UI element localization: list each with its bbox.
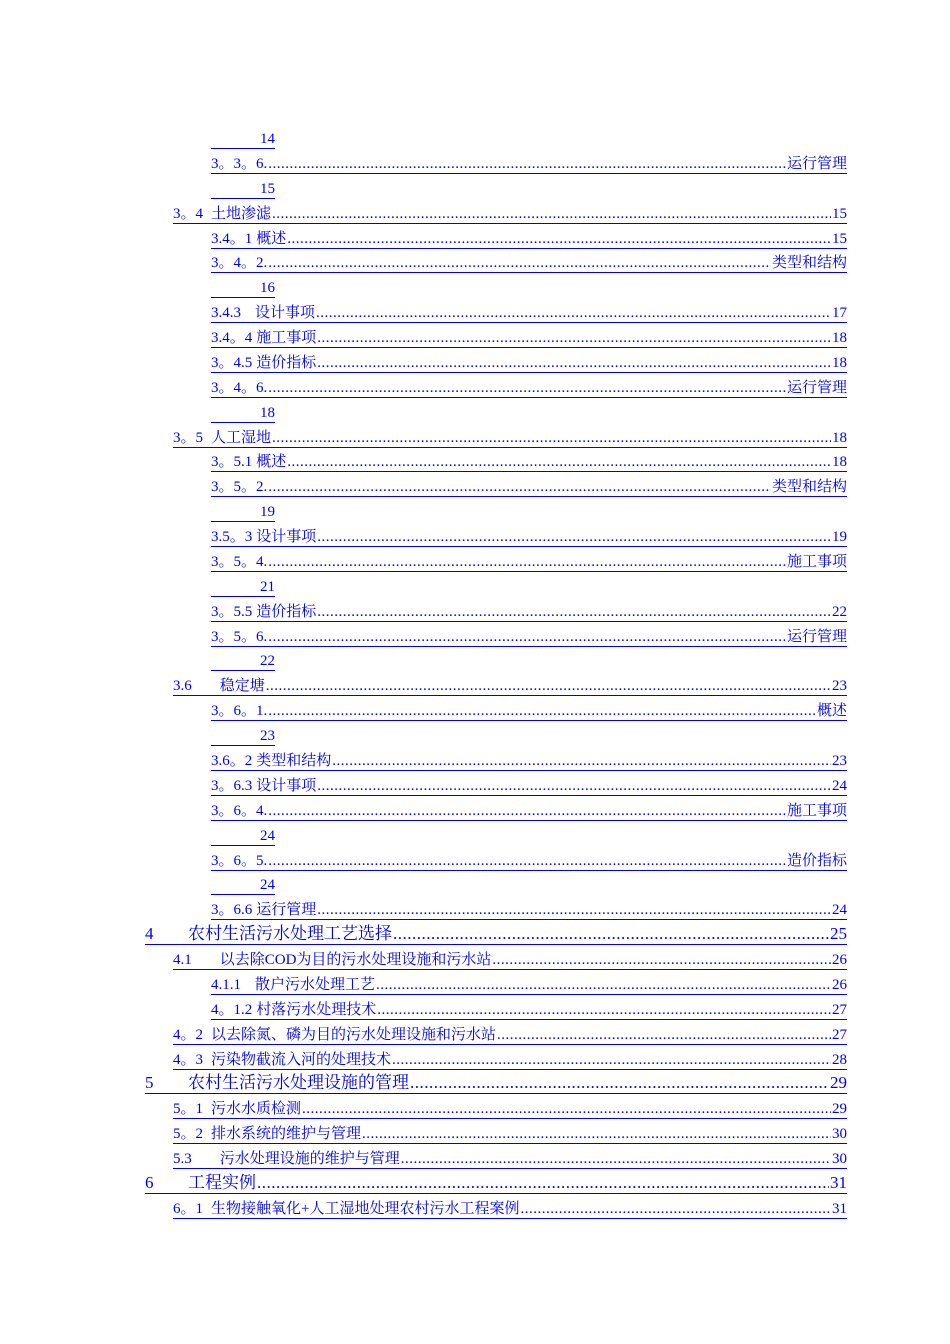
toc-entry-level-3[interactable] (211, 298, 847, 323)
toc-entry-number: 3。4。2. (211, 255, 268, 271)
toc-dot-leader (268, 254, 771, 272)
toc-page-number: 30 (832, 1151, 847, 1167)
toc-entry-title: 土地渗滤 (211, 206, 272, 222)
toc-dot-leader (268, 379, 786, 397)
toc-page-number: 14 (260, 131, 275, 147)
toc-entry-label (145, 1173, 256, 1193)
toc-dot-leader (268, 478, 771, 496)
toc-entry-level-2[interactable] (173, 1045, 847, 1070)
toc-dot-leader (268, 702, 816, 720)
toc-page-continuation[interactable] (211, 821, 275, 846)
toc-entry-title: 稳定塘 (219, 678, 265, 694)
toc-dot-leader (317, 901, 831, 919)
toc-dot-leader (316, 304, 831, 322)
toc-dot-leader (520, 1200, 831, 1218)
toc-entry-level-3[interactable] (211, 547, 847, 572)
toc-entry-number: 6。1 (173, 1201, 204, 1217)
toc-dot-leader (268, 155, 786, 173)
toc-page-number: 24 (260, 877, 275, 893)
toc-entry-level-3[interactable] (211, 796, 847, 821)
toc-dot-leader (287, 230, 831, 248)
toc-entry-number: 3。6.6 (211, 902, 253, 918)
toc-entry-level-2[interactable] (173, 945, 847, 970)
toc-dot-leader (257, 1173, 829, 1193)
toc-dot-leader (317, 777, 831, 795)
toc-page-continuation[interactable] (211, 721, 275, 746)
toc-page-number: 24 (832, 902, 847, 918)
toc-entry-label (145, 1073, 409, 1093)
toc-entry-number: 3。3。6. (211, 156, 268, 172)
toc-entry-level-3[interactable] (211, 622, 847, 647)
toc-entry-label (211, 453, 286, 471)
toc-entry-label (211, 1001, 376, 1019)
toc-entry-number: 3。5。6. (211, 629, 268, 645)
toc-entry-title: 概述 (256, 231, 287, 247)
toc-entry-title: 污水处理设施的维护与管理 (219, 1151, 400, 1167)
toc-page-number: 29 (832, 1101, 847, 1117)
toc-page-number: 18 (832, 330, 847, 346)
toc-page-number: 概述 (816, 703, 847, 719)
toc-entry-label (173, 1051, 391, 1069)
toc-entry-level-3[interactable] (211, 995, 847, 1020)
toc-entry-title: 设计事项 (256, 529, 317, 545)
toc-entry-label (173, 429, 271, 447)
toc-entry-number: 3。6。5. (211, 853, 268, 869)
toc-entry-number: 3。6。1. (211, 703, 268, 719)
toc-entry-title: 工程实例 (188, 1173, 256, 1192)
toc-page-continuation[interactable] (211, 174, 275, 199)
toc-entry-title: 以去除氮、磷为目的污水处理设施和污水站 (211, 1027, 497, 1043)
toc-dot-leader (268, 628, 786, 646)
toc-entry-label (211, 603, 316, 621)
toc-page-number: 29 (830, 1073, 847, 1092)
toc-entry-title: 排水系统的维护与管理 (211, 1126, 362, 1142)
toc-entry-number: 3.4。1 (211, 231, 253, 247)
toc-page-number: 运行管理 (786, 629, 847, 645)
toc-page-number: 18 (832, 430, 847, 446)
toc-entry-level-2[interactable] (173, 1194, 847, 1219)
toc-page-number: 造价指标 (786, 853, 847, 869)
toc-dot-leader (266, 677, 831, 695)
toc-page-number: 27 (832, 1027, 847, 1043)
toc-entry-number: 4 (145, 924, 154, 943)
toc-entry-number: 3.4。4 (211, 330, 253, 346)
toc-page-number: 31 (832, 1201, 847, 1217)
toc-entry-title: 造价指标 (256, 355, 317, 371)
toc-page-number: 22 (260, 653, 275, 669)
toc-page-number: 22 (832, 604, 847, 620)
toc-entry-number: 3。5。2. (211, 479, 268, 495)
toc-page-number: 施工事项 (786, 803, 847, 819)
toc-entry-label (211, 304, 315, 322)
toc-entry-number: 3.6。2 (211, 753, 253, 769)
toc-page-number: 19 (832, 529, 847, 545)
toc-entry-label (173, 1150, 400, 1168)
toc-dot-leader (268, 802, 786, 820)
toc-page-number: 27 (832, 1002, 847, 1018)
toc-entry-number: 3。6.3 (211, 778, 253, 794)
toc-entry-number: 6 (145, 1173, 154, 1192)
toc-entry-number: 5 (145, 1073, 154, 1092)
toc-page-number: 15 (260, 181, 275, 197)
toc-dot-leader (272, 205, 831, 223)
toc-entry-label (211, 329, 316, 347)
toc-entry-title: 污水水质检测 (211, 1101, 302, 1117)
toc-dot-leader (287, 453, 831, 471)
toc-entry-title: 农村生活污水处理工艺选择 (188, 924, 392, 943)
toc-entry-label (211, 528, 316, 546)
toc-entry-number: 3。5。4. (211, 554, 268, 570)
toc-page-number: 26 (832, 977, 847, 993)
toc-entry-level-3[interactable] (211, 348, 847, 373)
toc-entry-number: 4。2 (173, 1027, 204, 1043)
toc-entry-label (211, 852, 267, 870)
toc-page-continuation[interactable] (211, 398, 275, 423)
toc-entry-label (211, 155, 267, 173)
toc-entry-title: 村落污水处理技术 (256, 1002, 377, 1018)
toc-entry-title: 以去除COD为目的污水处理设施和污水站 (219, 952, 492, 968)
toc-dot-leader (362, 1125, 831, 1143)
toc-entry-label (211, 230, 286, 248)
toc-entry-level-3[interactable] (211, 895, 847, 920)
toc-entry-level-3[interactable] (211, 248, 847, 273)
toc-entry-number: 3.4.3 (211, 305, 241, 321)
toc-entry-title: 施工事项 (256, 330, 317, 346)
toc-entry-label (211, 752, 331, 770)
toc-page-number: 28 (832, 1052, 847, 1068)
toc-page-number: 26 (832, 952, 847, 968)
toc-entry-number: 4。3 (173, 1052, 204, 1068)
toc-entry-number: 5。2 (173, 1126, 204, 1142)
toc-page-number: 15 (832, 206, 847, 222)
toc-dot-leader (317, 354, 831, 372)
toc-page-continuation[interactable] (211, 572, 275, 597)
toc-entry-title: 概述 (256, 454, 287, 470)
toc-dot-leader (302, 1100, 831, 1118)
toc-entry-title: 设计事项 (256, 778, 317, 794)
toc-page-number: 31 (830, 1173, 847, 1192)
toc-dot-leader (272, 429, 831, 447)
toc-entry-title: 运行管理 (256, 902, 317, 918)
toc-page-number: 24 (832, 778, 847, 794)
toc-entry-level-3[interactable] (211, 846, 847, 871)
toc-dot-leader (497, 1026, 831, 1044)
toc-entry-label (211, 379, 267, 397)
toc-entry-number: 3。5 (173, 430, 204, 446)
toc-dot-leader (393, 924, 829, 944)
toc-page-number: 23 (260, 728, 275, 744)
toc-entry-level-3[interactable] (211, 597, 847, 622)
toc-dot-leader (317, 528, 831, 546)
toc-page-number: 类型和结构 (771, 479, 847, 495)
toc-entry-title: 类型和结构 (256, 753, 332, 769)
toc-page-number: 18 (832, 355, 847, 371)
toc-entry-number: 4。1.2 (211, 1002, 253, 1018)
toc-page-number: 运行管理 (786, 380, 847, 396)
toc-entry-label (211, 901, 316, 919)
toc-entry-label (173, 1100, 301, 1118)
toc-entry-level-3[interactable] (211, 373, 847, 398)
toc-entry-level-3[interactable] (211, 696, 847, 721)
toc-entry-label (211, 553, 267, 571)
toc-entry-title: 生物接触氧化+人工湿地处理农村污水工程案例 (211, 1201, 520, 1217)
toc-entry-level-3[interactable] (211, 771, 847, 796)
toc-entry-level-3[interactable] (211, 970, 847, 995)
toc-dot-leader (492, 951, 831, 969)
toc-page-number: 16 (260, 280, 275, 296)
toc-page-number: 15 (832, 231, 847, 247)
toc-entry-number: 5.3 (173, 1151, 192, 1167)
toc-entry-level-3[interactable] (211, 472, 847, 497)
toc-page-continuation[interactable] (211, 273, 275, 298)
toc-entry-label (173, 1026, 496, 1044)
toc-entry-label (211, 976, 375, 994)
toc-entry-number: 3。5.5 (211, 604, 253, 620)
toc-page-continuation[interactable] (211, 870, 275, 895)
toc-entry-label (211, 777, 316, 795)
toc-entry-level-1[interactable] (145, 1069, 847, 1094)
toc-entry-number: 3。6。4. (211, 803, 268, 819)
toc-page-number: 运行管理 (786, 156, 847, 172)
toc-entry-level-2[interactable] (173, 1119, 847, 1144)
toc-entry-label (211, 802, 267, 820)
toc-page-number: 25 (830, 924, 847, 943)
toc-page-continuation[interactable] (211, 124, 275, 149)
toc-entry-number: 4.1.1 (211, 977, 241, 993)
toc-dot-leader (376, 976, 831, 994)
toc-page-number: 18 (832, 454, 847, 470)
toc-dot-leader (268, 852, 786, 870)
toc-entry-title: 造价指标 (256, 604, 317, 620)
toc-entry-level-1[interactable] (145, 1169, 847, 1194)
toc-entry-number: 5。1 (173, 1101, 204, 1117)
toc-entry-label (173, 951, 491, 969)
toc-page-number: 23 (832, 678, 847, 694)
toc-entry-label (211, 702, 267, 720)
toc-entry-level-3[interactable] (211, 323, 847, 348)
toc-entry-title: 污染物截流入河的处理技术 (211, 1052, 392, 1068)
toc-entry-title: 设计事项 (255, 305, 316, 321)
toc-entry-label (211, 254, 267, 272)
toc-entry-number: 3。4。6. (211, 380, 268, 396)
toc-entry-label (173, 677, 265, 695)
toc-page-number: 21 (260, 579, 275, 595)
toc-entry-label (211, 478, 267, 496)
toc-entry-level-2[interactable] (173, 1094, 847, 1119)
toc-dot-leader (401, 1150, 831, 1168)
toc-entry-number: 3。5.1 (211, 454, 253, 470)
toc-entry-label (145, 924, 392, 944)
toc-dot-leader (332, 752, 831, 770)
toc-entry-label (211, 354, 316, 372)
toc-page-number: 类型和结构 (771, 255, 847, 271)
toc-dot-leader (392, 1051, 831, 1069)
toc-page-continuation[interactable] (211, 497, 275, 522)
toc-entry-label (211, 628, 267, 646)
toc-entry-label (173, 1200, 519, 1218)
toc-entry-number: 3。4 (173, 206, 204, 222)
toc-entry-number: 3.5。3 (211, 529, 253, 545)
toc-page-number: 24 (260, 828, 275, 844)
toc-dot-leader (410, 1073, 829, 1093)
toc-entry-number: 4.1 (173, 952, 192, 968)
toc-entry-level-2[interactable] (173, 1020, 847, 1045)
toc-page-continuation[interactable] (211, 646, 275, 671)
toc-entry-level-3[interactable] (211, 149, 847, 174)
toc-entry-level-3[interactable] (211, 746, 847, 771)
toc-page-number: 19 (260, 504, 275, 520)
toc-page-number: 23 (832, 753, 847, 769)
toc-entry-level-3[interactable] (211, 447, 847, 472)
toc-page-number: 18 (260, 405, 275, 421)
toc-entry-level-2[interactable] (173, 423, 847, 448)
toc-entry-level-2[interactable] (173, 1144, 847, 1169)
toc-page-number: 30 (832, 1126, 847, 1142)
toc-entry-title: 人工湿地 (211, 430, 272, 446)
toc-entry-level-3[interactable] (211, 224, 847, 249)
toc-entry-title: 散户污水处理工艺 (255, 977, 376, 993)
toc-page-number: 17 (832, 305, 847, 321)
toc-dot-leader (377, 1001, 831, 1019)
toc-entry-number: 3.6 (173, 678, 192, 694)
toc-entry-level-1[interactable] (145, 920, 847, 945)
toc-entry-level-2[interactable] (173, 671, 847, 696)
toc-entry-label (173, 205, 271, 223)
toc-entry-title: 农村生活污水处理设施的管理 (188, 1073, 409, 1092)
toc-entry-label (173, 1125, 361, 1143)
toc-dot-leader (317, 329, 831, 347)
toc-entry-level-3[interactable] (211, 522, 847, 547)
toc-entry-number: 3。4.5 (211, 355, 253, 371)
toc-page-number: 施工事项 (786, 554, 847, 570)
toc-dot-leader (268, 553, 786, 571)
toc-entry-level-2[interactable] (173, 199, 847, 224)
toc-dot-leader (317, 603, 831, 621)
